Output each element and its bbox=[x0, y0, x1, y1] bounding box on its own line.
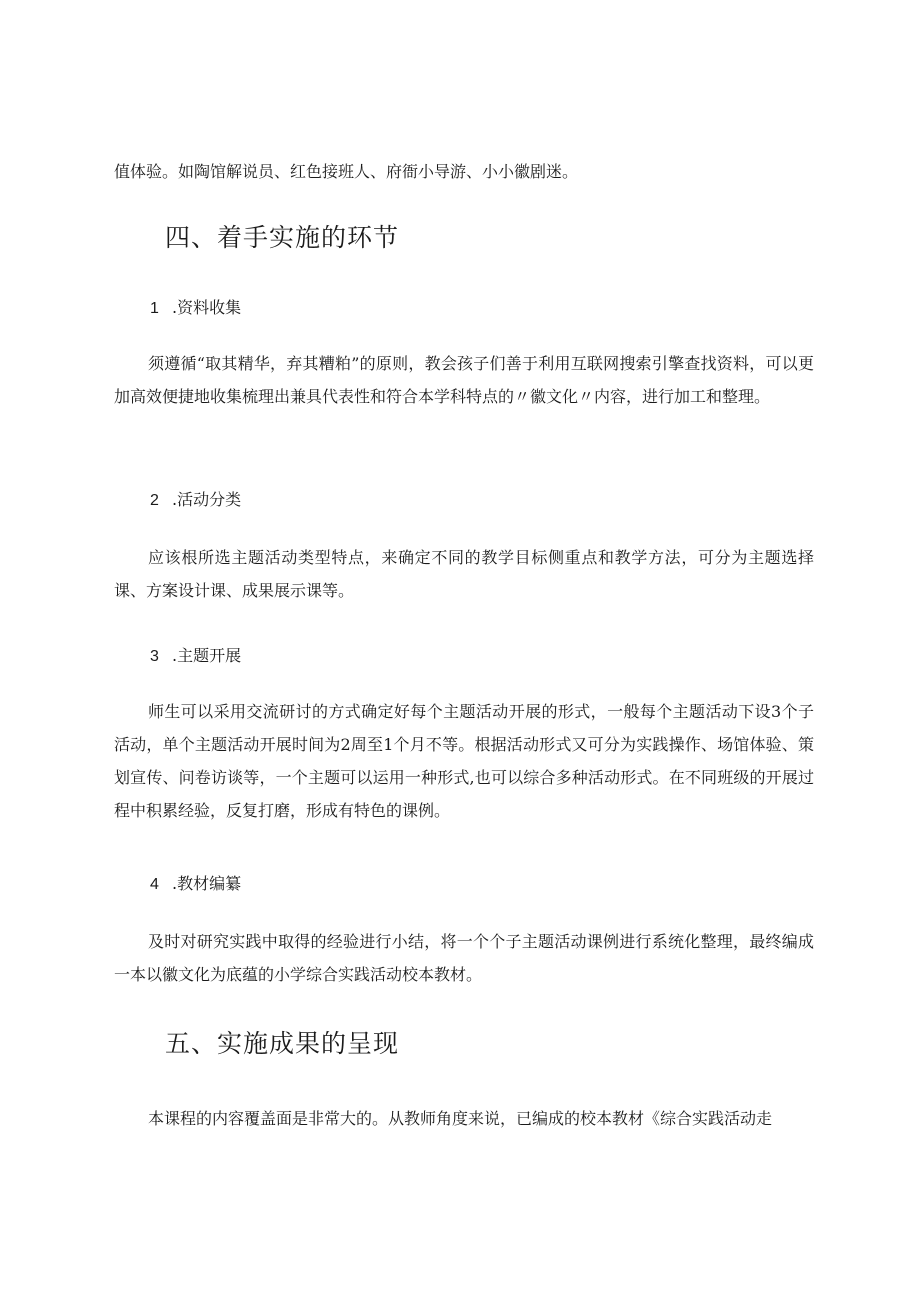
subheading-number: 1 bbox=[150, 300, 159, 317]
paragraph-collect: 须遵循“取其精华，弃其糟粕”的原则，教会孩子们善于利用互联网搜索引擎查找资料，可以更加高效便捷地收集梳理出兼具代表性和符合本学科特点的〃徽文化〃内容，进行加工和整理。 bbox=[114, 354, 814, 406]
paragraph-intro-tail: 值体验。如陶馆解说员、红色接班人、府衙小导游、小小徽剧迷。 bbox=[114, 162, 579, 181]
subheading-label: .资料收集 bbox=[172, 298, 242, 317]
subheading-4 bbox=[150, 872, 241, 897]
paragraph-classify: 应该根所选主题活动类型特点，来确定不同的教学目标侧重点和教学方法，可分为主题选择课、方案设计课、成果展示课等。 bbox=[114, 548, 814, 600]
subheading-number: 4 bbox=[150, 876, 159, 893]
subheading-label: .主题开展 bbox=[172, 646, 242, 665]
paragraph-develop: 师生可以采用交流研讨的方式确定好每个主题活动开展的形式，一般每个主题活动下设3个子活动，单个主题活动开展时间为2周至1个月不等。根据活动形式又可分为实践操作、场馆体验、策划宣传、问卷访谈等，一个主题可以运用一种形式,也可以综合多种活动形式。在不同班级的开展过程中积累经验，反复打磨，形成有特色的课例。 bbox=[114, 702, 814, 820]
subheading-number: 3 bbox=[150, 648, 159, 665]
subheading-1 bbox=[150, 296, 241, 321]
subheading-2 bbox=[150, 488, 241, 513]
subheading-3 bbox=[150, 644, 241, 669]
subheading-number: 2 bbox=[150, 492, 159, 509]
section-heading-4: 四、着手实施的环节 bbox=[165, 223, 400, 252]
paragraph-compile: 及时对研究实践中取得的经验进行小结，将一个个子主题活动课例进行系统化整理，最终编成一本以徽文化为底蕴的小学综合实践活动校本教材。 bbox=[114, 932, 814, 984]
paragraph-results: 本课程的内容覆盖面是非常大的。从教师角度来说，已编成的校本教材《综合实践活动走 bbox=[148, 1109, 773, 1128]
subheading-label: .教材编纂 bbox=[172, 874, 242, 893]
section-heading-5: 五、实施成果的呈现 bbox=[165, 1029, 400, 1058]
subheading-label: .活动分类 bbox=[172, 490, 242, 509]
